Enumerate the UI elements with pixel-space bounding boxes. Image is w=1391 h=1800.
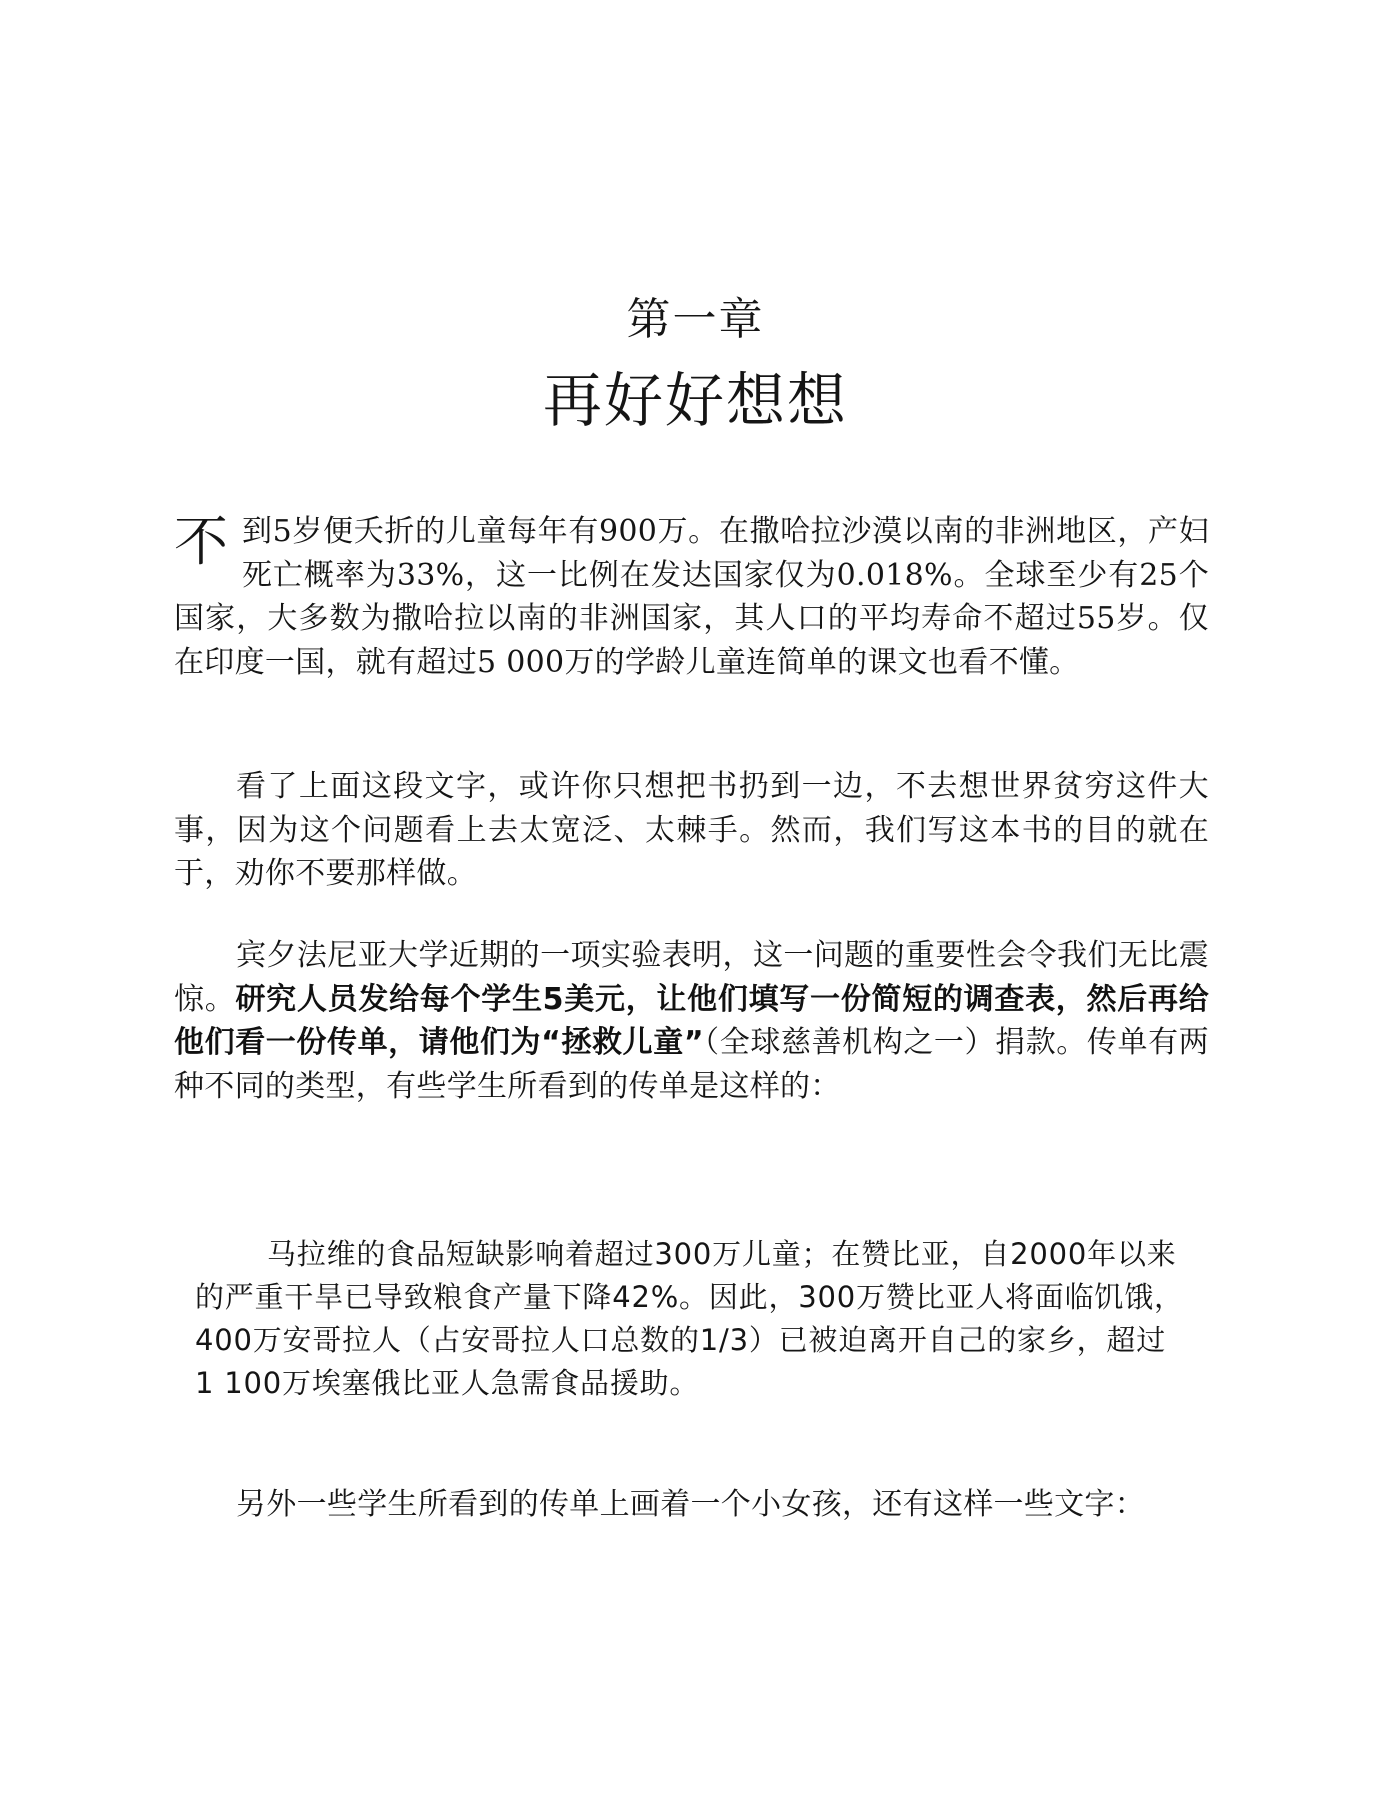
paragraph-closing: 另外一些学生所看到的传单上画着一个小女孩，还有这样一些文字： [236,1487,1145,1522]
paragraph-experiment [174,934,1209,1108]
paragraph-second: 看了上面这段文字，或许你只想把书扔到一边，不去想世界贫穷这件大事，因为这个问题看上去太宽泛、太棘手。然而，我们写这本书的目的就在于，劝你不要那样做。 [174,769,1209,891]
flyer-quote: 马拉维的食品短缺影响着超过300万儿童；在赞比亚，自2000年以来的严重干旱已导致粮食产量下降42%。因此，300万赞比亚人将面临饥饿，400万安哥拉人（占安哥拉人口总数的1/3）已被迫离开自己的家乡，超过1 100万埃塞俄比亚人急需食品援助。 [195,1237,1184,1400]
chapter-label: 第一章 [626,294,765,345]
emphasized-text: 研究人员发给每个学生5美元，让他们填写一份简短的调查表，然后再给他们看一份传单，请他们为“拯救儿童” [174,981,1209,1060]
paragraph-opening [174,510,1209,684]
paragraph-experiment-text-a: 宾夕法尼亚大学近期的一项实验表明，这一问题的重要性会令我们无比震惊。 [174,938,1209,1017]
chapter-title: 再好好想想 [542,366,848,435]
paragraph-opening-text: 到5岁便夭折的儿童每年有900万。在撒哈拉沙漠以南的非洲地区，产妇死亡概率为33%，这一比例在发达国家仅为0.018%。全球至少有25个国家，大多数为撒哈拉以南的非洲国家，其人口的平均寿命不超过55岁。仅在印度一国，就有超过5 000万的学龄儿童连简单的课文也看不懂。 [174,514,1209,680]
drop-cap: 不 [174,510,229,573]
paragraph-experiment-text-b: （全球慈善机构之一）捐款。传单有两种不同的类型，有些学生所看到的传单是这样的： [174,1025,1209,1104]
